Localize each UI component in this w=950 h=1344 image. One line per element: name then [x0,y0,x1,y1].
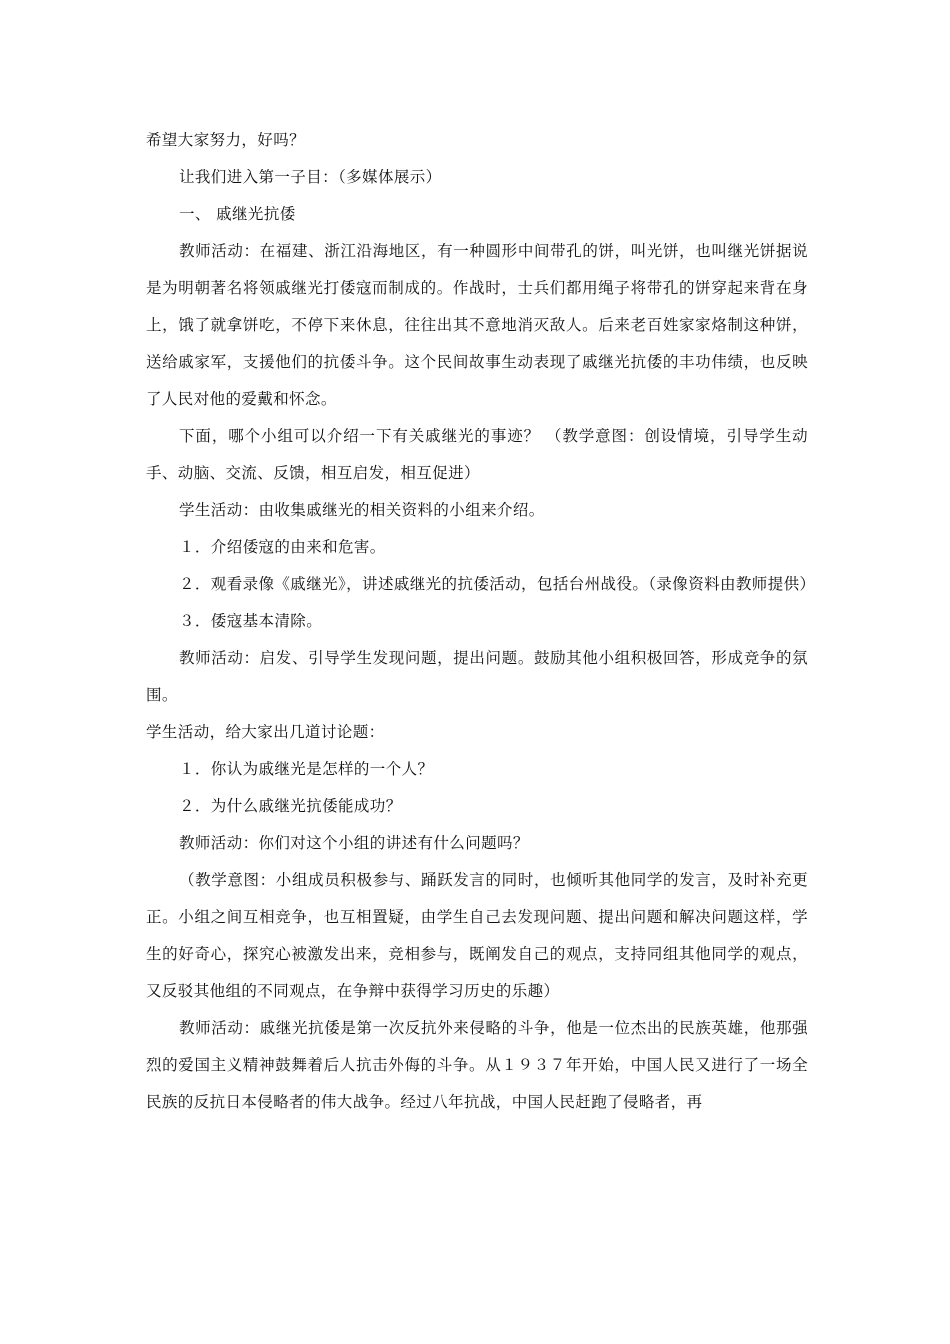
list-item: ３．倭寇基本清除。 [179,612,323,630]
paragraph: 教师活动：戚继光抗倭是第一次反抗外来侵略的斗争，他是一位杰出的民族英雄，他那强烈的爱国主义精神鼓舞着后人抗击外侮的斗争。从１９３７年开始，中国人民又进行了一场全民族的反抗日本侵略者的伟大战争。经过八年抗战，中国人民赶跑了侵略者，再 [146,1019,808,1111]
list-item: ２．观看录像《戚继光》，讲述戚继光的抗倭活动，包括台州战役。（录像资料由教师提供） [179,575,816,593]
paragraph: 希望大家努力，好吗？ [146,131,306,149]
paragraph: 教师活动：启发、引导学生发现问题，提出问题。鼓励其他小组积极回答，形成竞争的氛围。 [146,649,808,704]
list-item: １．你认为戚继光是怎样的一个人？ [179,760,434,778]
paragraph: 教师活动：在福建、浙江沿海地区，有一种圆形中间带孔的饼，叫光饼，也叫继光饼据说是为明朝著名将领戚继光打倭寇而制成的。作战时，士兵们都用绳子将带孔的饼穿起来背在身上，饿了就拿饼吃，不停下来休息，往往出其不意地消灭敌人。后来老百姓家家烙制这种饼，送给戚家军，支援他们的抗倭斗争。这个民间故事生动表现了戚继光抗倭的丰功伟绩，也反映了人民对他的爱戴和怀念。 [146,242,808,408]
paragraph: 学生活动，给大家出几道讨论题： [146,723,385,741]
paragraph: 下面，哪个小组可以介绍一下有关戚继光的事迹？ （教学意图：创设情境，引导学生动手、动脑、交流、反馈，相互启发，相互促进） [146,427,808,482]
document-body [146,122,816,1121]
paragraph: （教学意图：小组成员积极参与、踊跃发言的同时，也倾听其他同学的发言，及时补充更正。小组之间互相竞争，也互相置疑，由学生自己去发现问题、提出问题和解决问题这样，学生的好奇心，探究心被激发出来，竞相参与，既阐发自己的观点，支持同组其他同学的观点，又反驳其他组的不同观点，在争辩中获得学习历史的乐趣） [146,871,808,1000]
paragraph: 让我们进入第一子目：（多媒体展示） [179,168,442,186]
list-item: ２．为什么戚继光抗倭能成功？ [179,797,402,815]
list-item: １．介绍倭寇的由来和危害。 [179,538,386,556]
section-heading: 一、 戚继光抗倭 [179,205,296,223]
paragraph: 学生活动：由收集戚继光的相关资料的小组来介绍。 [179,501,545,519]
paragraph: 教师活动：你们对这个小组的讲述有什么问题吗？ [179,834,529,852]
